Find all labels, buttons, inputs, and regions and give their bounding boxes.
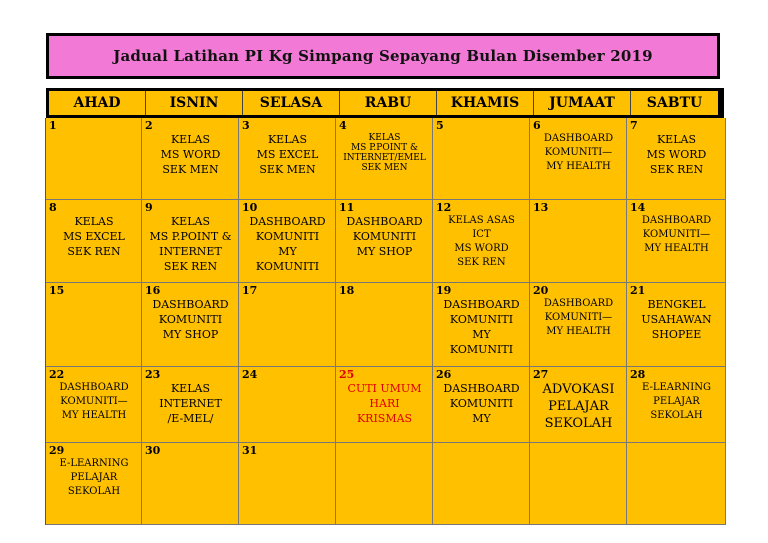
calendar-day-cell (433, 283, 530, 367)
day-number: 1 (49, 119, 57, 132)
page-title: Jadual Latihan PI Kg Simpang Sepayang Bulan Disember 2019 (49, 36, 717, 76)
event-line: SEK MEN (259, 163, 316, 176)
event-text (60, 457, 129, 499)
calendar-day-cell (46, 443, 142, 525)
event-line: SEK REN (163, 260, 218, 273)
event-text (448, 214, 515, 270)
day-number: 5 (436, 119, 444, 132)
event-text (647, 132, 707, 177)
calendar-day-cell (336, 200, 433, 283)
event-line: KELAS (656, 133, 697, 146)
calendar-day-cell (627, 367, 726, 443)
event-text (642, 214, 711, 256)
event-text (257, 132, 319, 177)
calendar-day-cell (336, 283, 433, 367)
calendar-day-cell (142, 200, 239, 283)
weekday-isnin: ISNIN (146, 91, 243, 115)
event-text (343, 133, 426, 173)
event-text (642, 381, 711, 423)
weekday-rabu: RABU (340, 91, 437, 115)
day-number: 29 (49, 444, 65, 457)
event-line: MY (472, 412, 491, 425)
calendar-day-cell (46, 118, 142, 200)
event-line: KOMUNITI— (544, 147, 613, 158)
calendar-day-cell (336, 443, 433, 525)
event-line: E-LEARNING (59, 458, 129, 469)
day-number: 11 (339, 201, 355, 214)
event-line: /E-MEL/ (167, 412, 214, 425)
calendar-day-cell (433, 200, 530, 283)
calendar-day-cell (433, 367, 530, 443)
weekday-header (46, 88, 724, 118)
day-number: 7 (630, 119, 638, 132)
event-line: MY HEALTH (61, 410, 127, 421)
event-line: KOMUNITI— (60, 396, 128, 407)
event-text (159, 381, 222, 426)
day-number: 30 (145, 444, 161, 457)
event-line: MS WORD (646, 148, 707, 161)
event-text (348, 381, 422, 426)
event-text (161, 132, 221, 177)
event-line: DASHBOARD (249, 215, 326, 228)
event-line: SEKOLAH (67, 486, 121, 497)
event-line: MY HEALTH (546, 161, 611, 172)
event-line: DASHBOARD (543, 298, 614, 309)
event-text (443, 297, 519, 357)
event-line: USAHAWAN (641, 313, 712, 326)
event-line: INTERNET/EMEL (343, 153, 426, 163)
title-banner (46, 33, 720, 79)
calendar-day-cell (142, 443, 239, 525)
event-line: KOMUNITI (255, 260, 320, 273)
event-line: SEKOLAH (544, 416, 613, 431)
calendar-day-cell (239, 367, 336, 443)
event-line: KELAS (170, 215, 211, 228)
event-text (346, 214, 422, 259)
calendar-day-cell (239, 443, 336, 525)
event-line: MY HEALTH (644, 243, 709, 254)
calendar-day-cell (46, 367, 142, 443)
event-line: DASHBOARD (152, 298, 229, 311)
calendar-day-cell (530, 367, 627, 443)
event-line: KOMUNITI— (642, 229, 711, 240)
event-line: SEK REN (457, 257, 506, 268)
event-line: MS EXCEL (256, 148, 319, 161)
day-number: 25 (339, 368, 355, 381)
event-line: KELAS (368, 133, 401, 143)
event-line: DASHBOARD (641, 215, 712, 226)
calendar-day-cell (239, 200, 336, 283)
event-line: MY SHOP (162, 328, 219, 341)
event-line: E-LEARNING (642, 382, 711, 393)
event-line: DASHBOARD (443, 382, 520, 395)
event-line: MS P.POINT & (149, 230, 232, 243)
calendar-day-cell (239, 118, 336, 200)
event-line: KOMUNITI (352, 230, 417, 243)
event-line: MS WORD (160, 148, 221, 161)
event-line: INTERNET (159, 245, 222, 258)
event-line: CUTI UMUM (347, 382, 422, 395)
event-line: KOMUNITI (449, 343, 514, 356)
event-line: PELAJAR (548, 399, 609, 414)
event-line: DASHBOARD (59, 382, 129, 393)
day-number: 17 (242, 284, 258, 297)
event-line: KOMUNITI (449, 397, 514, 410)
event-text (544, 297, 613, 339)
event-line: DASHBOARD (346, 215, 423, 228)
event-line: MS P.POINT & (350, 143, 419, 153)
day-number: 10 (242, 201, 258, 214)
event-line: PELAJAR (70, 472, 118, 483)
calendar-day-cell (627, 283, 726, 367)
event-line: MS WORD (454, 243, 509, 254)
weekday-selasa: SELASA (243, 91, 340, 115)
day-number: 14 (630, 201, 646, 214)
calendar-day-cell (46, 200, 142, 283)
event-text (249, 214, 325, 274)
event-line: SEK REN (649, 163, 704, 176)
event-line: SEK MEN (361, 163, 408, 173)
day-number: 26 (436, 368, 452, 381)
event-line: BENGKEL (647, 298, 706, 311)
calendar-day-cell (627, 118, 726, 200)
day-number: 6 (533, 119, 541, 132)
event-line: KOMUNITI (158, 313, 223, 326)
day-number: 18 (339, 284, 355, 297)
day-number: 21 (630, 284, 646, 297)
weekday-jumaat: JUMAAT (534, 91, 631, 115)
event-line: KRISMAS (356, 412, 413, 425)
day-number: 16 (145, 284, 161, 297)
event-text (542, 381, 614, 432)
weekday-ahad: AHAD (49, 91, 146, 115)
calendar-day-cell (336, 118, 433, 200)
event-line: HARI (369, 397, 400, 410)
event-line: MY (472, 328, 491, 341)
day-number: 31 (242, 444, 258, 457)
event-text (544, 132, 613, 174)
event-text (641, 297, 711, 342)
weekday-sabtu: SABTU (631, 91, 718, 115)
weekday-khamis: KHAMIS (437, 91, 534, 115)
event-text (152, 297, 228, 342)
calendar-day-cell (336, 367, 433, 443)
calendar-day-cell (239, 283, 336, 367)
day-number: 8 (49, 201, 57, 214)
day-number: 20 (533, 284, 549, 297)
event-line: ICT (472, 229, 491, 240)
event-line: INTERNET (159, 397, 222, 410)
calendar-day-cell (627, 200, 726, 283)
day-number: 9 (145, 201, 153, 214)
event-line: KELAS (74, 215, 114, 228)
day-number: 4 (339, 119, 347, 132)
day-number: 28 (630, 368, 646, 381)
event-line: KELAS (170, 382, 211, 395)
day-number: 24 (242, 368, 258, 381)
event-line: MS EXCEL (63, 230, 125, 243)
calendar-day-cell (142, 367, 239, 443)
event-text (59, 381, 128, 423)
day-number: 22 (49, 368, 65, 381)
event-line: KELAS ASAS (448, 215, 515, 226)
calendar-day-cell (530, 443, 627, 525)
event-line: MY HEALTH (546, 326, 611, 337)
calendar-day-cell (530, 200, 627, 283)
event-line: KOMUNITI— (544, 312, 613, 323)
event-text (63, 214, 125, 259)
calendar-day-cell (433, 118, 530, 200)
event-text (443, 381, 519, 426)
calendar-grid (45, 118, 725, 525)
event-line: PELAJAR (653, 396, 700, 407)
day-number: 2 (145, 119, 153, 132)
event-line: SEK REN (67, 245, 121, 258)
event-line: MY (278, 245, 297, 258)
day-number: 23 (145, 368, 161, 381)
event-line: KELAS (267, 133, 308, 146)
calendar-day-cell (530, 118, 627, 200)
calendar-day-cell (46, 283, 142, 367)
calendar-day-cell (627, 443, 726, 525)
calendar-day-cell (433, 443, 530, 525)
day-number: 19 (436, 284, 452, 297)
event-line: KOMUNITI (449, 313, 514, 326)
event-line: DASHBOARD (543, 133, 614, 144)
event-line: KELAS (170, 133, 211, 146)
day-number: 12 (436, 201, 452, 214)
event-line: ADVOKASI (542, 382, 615, 397)
day-number: 15 (49, 284, 65, 297)
calendar-day-cell (142, 283, 239, 367)
calendar-day-cell (142, 118, 239, 200)
event-line: SHOPEE (651, 328, 702, 341)
day-number: 3 (242, 119, 250, 132)
event-text (150, 214, 232, 274)
day-number: 13 (533, 201, 549, 214)
calendar-day-cell (530, 283, 627, 367)
event-line: SEK MEN (162, 163, 219, 176)
day-number: 27 (533, 368, 549, 381)
event-line: DASHBOARD (443, 298, 520, 311)
event-line: SEKOLAH (650, 410, 703, 421)
event-line: MY SHOP (356, 245, 413, 258)
event-line: KOMUNITI (255, 230, 320, 243)
